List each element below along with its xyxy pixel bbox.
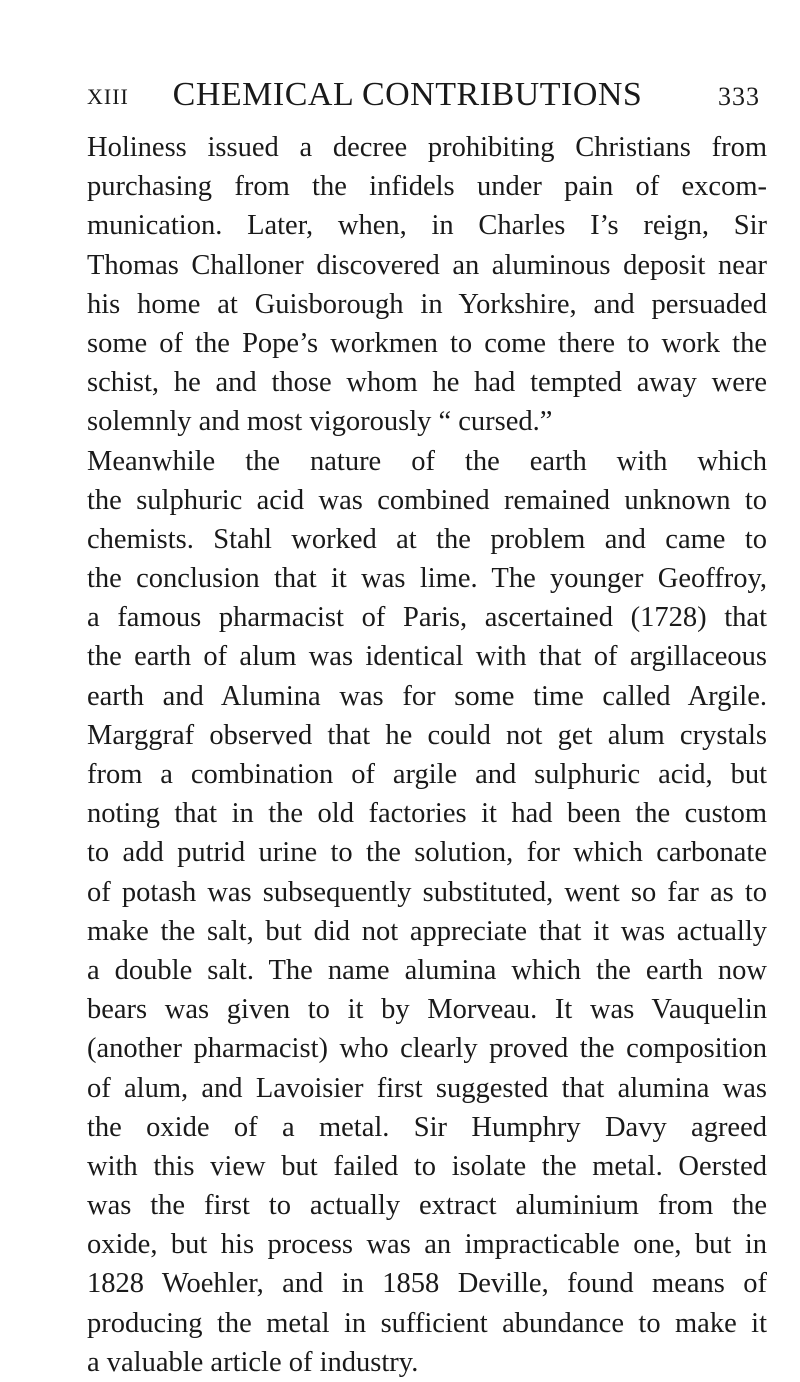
text-line: 1828 Woehler, and in 1858 Deville, found means of: [87, 1268, 767, 1300]
text-line: the earth of alum was identical with that of argillaceous: [87, 641, 767, 673]
page-header: [87, 76, 760, 116]
page-number: 333: [718, 82, 760, 111]
text-line: chemists. Stahl worked at the problem and came to: [87, 523, 767, 555]
text-line: from a combination of argile and sulphuric acid, but: [87, 759, 767, 790]
body-text: [87, 128, 767, 1382]
text-line: (another pharmacist) who clearly proved the composition: [87, 1033, 767, 1065]
text-line: oxide, but his process was an impracticable one, but in: [87, 1229, 767, 1261]
text-line: a double salt. The name alumina which the earth now: [87, 954, 767, 986]
text-line: of alum, and Lavoisier first suggested that alumina was: [87, 1072, 767, 1104]
text-line: a valuable article of industry.: [87, 1346, 419, 1378]
text-line: munication. Later, when, in Charles I’s reign, Sir: [87, 210, 767, 242]
text-line: bears was given to it by Morveau. It was Vauquelin: [87, 994, 767, 1026]
text-line: to add putrid urine to the solution, for which carbonate: [87, 837, 767, 869]
text-line: earth and Alumina was for some time called Argile.: [87, 680, 767, 712]
text-line: solemnly and most vigorously “ cursed.”: [87, 406, 553, 438]
text-line: was the first to actually extract aluminium from the: [87, 1190, 767, 1222]
text-line: Meanwhile the nature of the earth with which: [87, 445, 767, 477]
chapter-number: XIII: [87, 84, 129, 109]
text-line: make the salt, but did not appreciate that it was actually: [87, 915, 767, 947]
text-line: producing the metal in sufficient abundance to make it: [87, 1307, 767, 1339]
text-line: Marggraf observed that he could not get alum crystals: [87, 719, 767, 751]
text-line: the conclusion that it was lime. The younger Geoffroy,: [87, 563, 767, 595]
text-line: with this view but failed to isolate the metal. Oersted: [87, 1150, 767, 1182]
text-line: Thomas Challoner discovered an aluminous deposit near: [87, 249, 767, 281]
text-line: noting that in the old factories it had been the custom: [87, 798, 767, 830]
text-line: his home at Guisborough in Yorkshire, and persuaded: [87, 288, 767, 320]
text-line: schist, he and those whom he had tempted away were: [87, 367, 767, 399]
text-line: the sulphuric acid was combined remained unknown to: [87, 484, 767, 516]
text-line: of potash was subsequently substituted, went so far as to: [87, 876, 767, 908]
text-line: purchasing from the infidels under pain of excom-: [87, 171, 767, 203]
text-line: some of the Pope’s workmen to come there to work the: [87, 327, 767, 359]
text-line: the oxide of a metal. Sir Humphry Davy agreed: [87, 1111, 767, 1143]
text-line: a famous pharmacist of Paris, ascertained (1728) that: [87, 602, 767, 634]
text-line: Holiness issued a decree prohibiting Christians from: [87, 132, 767, 163]
running-title: CHEMICAL CONTRIBUTIONS: [172, 76, 643, 113]
